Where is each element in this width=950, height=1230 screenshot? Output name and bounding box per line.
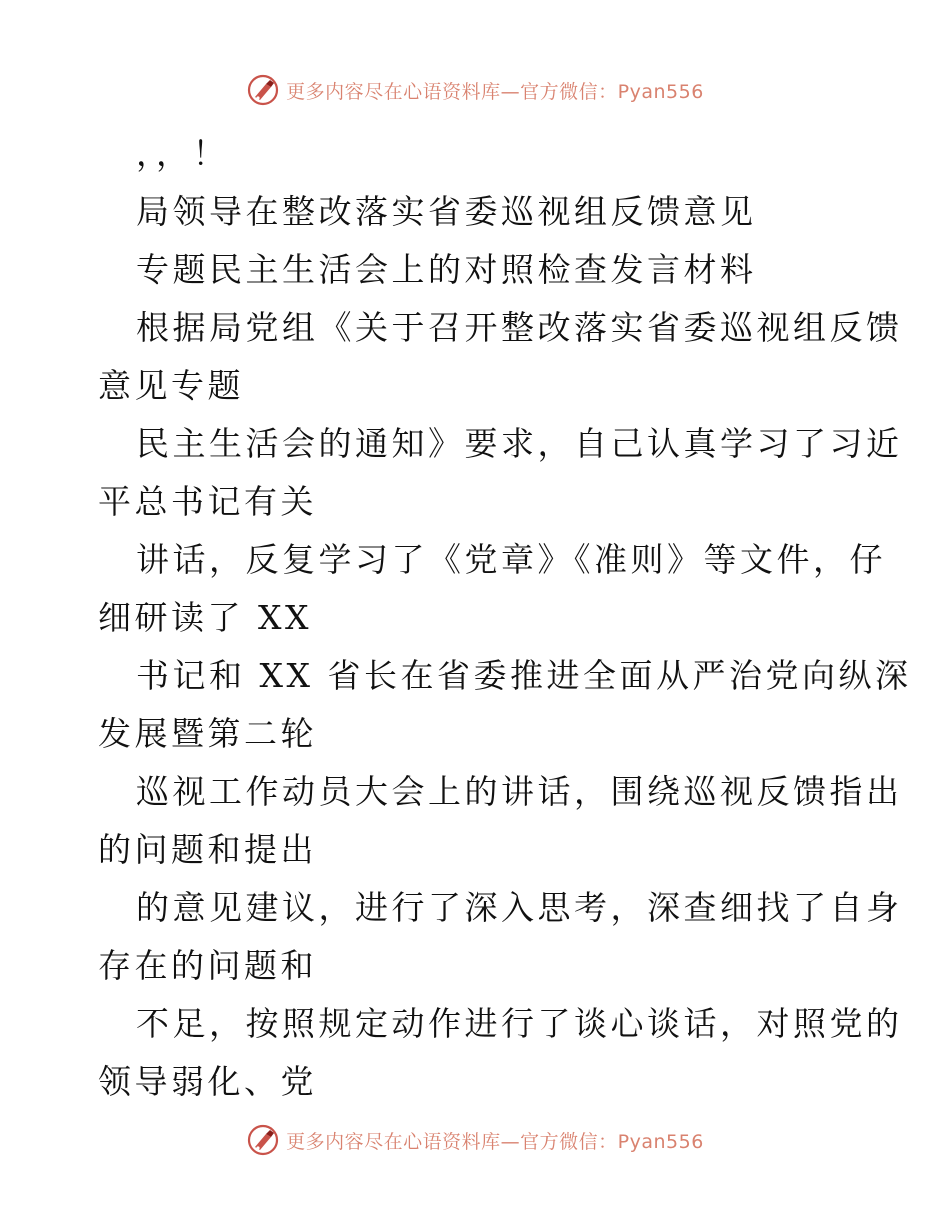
header-watermark-banner (0, 70, 950, 110)
document-line: 细研读了 XX (98, 598, 312, 637)
document-line: 发展暨第二轮 (98, 714, 317, 753)
pen-nib-logo-icon (246, 1123, 280, 1157)
document-line: 巡视工作动员大会上的讲话，围绕巡视反馈指出 (136, 772, 903, 811)
document-line: 的意见建议，进行了深入思考，深查细找了自身 (136, 888, 903, 927)
footer-watermark-text: 更多内容尽在心语资料库—官方微信：Pyan556 (286, 1130, 704, 1153)
document-body (98, 125, 912, 1111)
document-line: ，，！ (136, 134, 229, 173)
pen-nib-logo-icon (246, 73, 280, 107)
document-line: 专题民主生活会上的对照检查发言材料 (136, 250, 757, 289)
document-line: 局领导在整改落实省委巡视组反馈意见 (136, 192, 757, 231)
document-line: 领导弱化、党 (98, 1062, 317, 1101)
document-line: 意见专题 (98, 366, 244, 405)
document-line: 讲话，反复学习了《党章》《准则》等文件，仔 (136, 540, 886, 579)
document-line: 平总书记有关 (98, 482, 317, 521)
document-line: 根据局党组《关于召开整改落实省委巡视组反馈 (136, 308, 903, 347)
document-line: 的问题和提出 (98, 830, 317, 869)
header-watermark-text: 更多内容尽在心语资料库—官方微信：Pyan556 (286, 80, 704, 103)
document-line: 书记和 XX 省长在省委推进全面从严治党向纵深 (136, 656, 912, 695)
document-line: 存在的问题和 (98, 946, 317, 985)
footer-watermark-banner (0, 1120, 950, 1160)
document-line: 民主生活会的通知》要求，自己认真学习了习近 (136, 424, 903, 463)
document-line: 不足，按照规定动作进行了谈心谈话，对照党的 (136, 1004, 903, 1043)
